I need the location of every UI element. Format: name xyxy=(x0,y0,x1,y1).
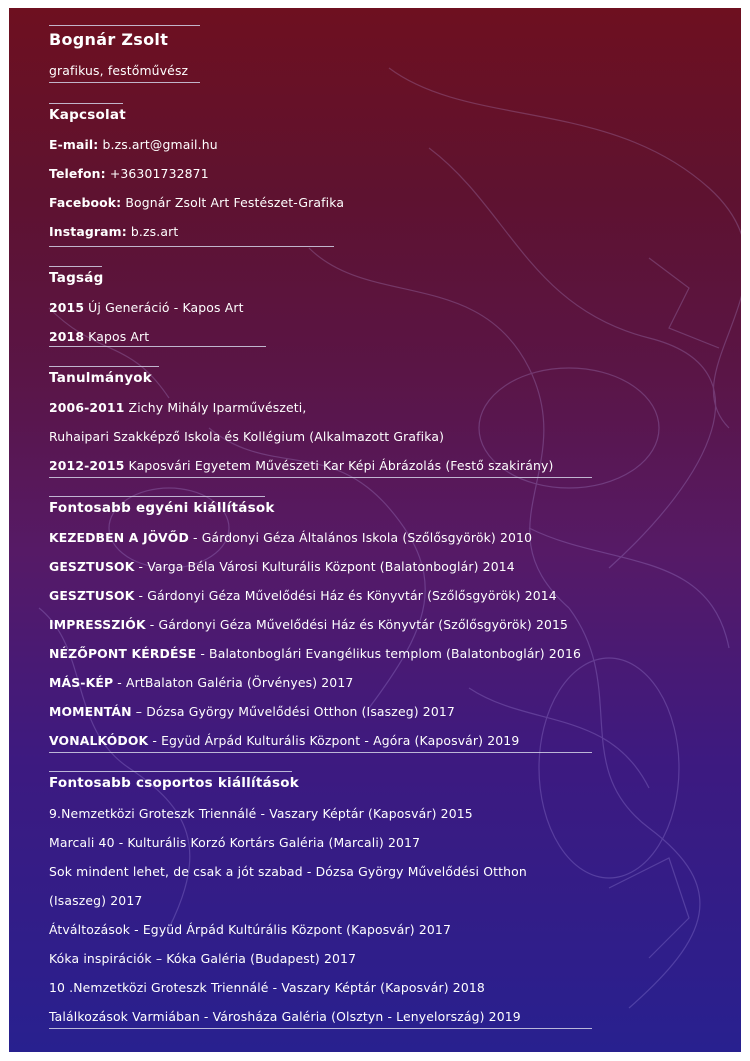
exhibition-title: MOMENTÁN xyxy=(49,704,132,719)
exhibition-venue: - Varga Béla Városi Kulturális Központ (Balatonboglár) 2014 xyxy=(134,559,515,574)
solo-exhibition-item xyxy=(49,559,515,574)
contact-phone-value[interactable]: +36301732871 xyxy=(105,166,209,181)
membership-text: Új Generáció - Kapos Art xyxy=(84,300,244,315)
divider xyxy=(49,477,592,478)
membership-item xyxy=(49,329,149,344)
exhibition-venue: - Balatonboglári Evangélikus templom (Balatonboglár) 2016 xyxy=(196,646,582,661)
solo-exhibition-item xyxy=(49,704,455,719)
studies-years: 2012-2015 xyxy=(49,458,125,473)
divider xyxy=(49,346,266,347)
group-exhibition-item: Marcali 40 - Kulturális Korzó Kortárs Galéria (Marcali) 2017 xyxy=(49,835,421,850)
exhibition-venue: - Együd Árpád Kulturális Központ - Agóra (Kaposvár) 2019 xyxy=(148,733,520,748)
contact-facebook xyxy=(49,195,344,210)
group-exhibition-item: Sok mindent lehet, de csak a jót szabad - Dózsa György Művelődési Otthon xyxy=(49,864,527,879)
studies-item xyxy=(49,400,306,415)
contact-email xyxy=(49,137,218,152)
divider xyxy=(49,752,592,753)
divider xyxy=(49,1028,592,1029)
exhibition-venue: - Gárdonyi Géza Művelődési Ház és Könyvtár (Szőlősgyörök) 2014 xyxy=(134,588,557,603)
exhibition-title: KEZEDBEN A JÖVŐD xyxy=(49,530,189,545)
divider xyxy=(49,246,334,247)
contact-email-label: E-mail: xyxy=(49,137,99,152)
artist-name: Bognár Zsolt xyxy=(49,30,169,49)
contact-phone-label: Telefon: xyxy=(49,166,106,181)
exhibition-title: GESZTUSOK xyxy=(49,588,135,603)
contact-instagram-label: Instagram: xyxy=(49,224,127,239)
section-title-contact: Kapcsolat xyxy=(49,107,126,123)
divider xyxy=(49,82,200,83)
solo-exhibition-item xyxy=(49,675,353,690)
solo-exhibition-item xyxy=(49,530,532,545)
studies-text: Zichy Mihály Iparművészeti, xyxy=(124,400,307,415)
divider xyxy=(49,103,123,104)
studies-item xyxy=(49,429,444,444)
divider xyxy=(49,266,102,267)
exhibition-title: MÁS-KÉP xyxy=(49,675,114,690)
artist-profession: grafikus, festőművész xyxy=(49,63,189,78)
section-title-solo-exhibitions: Fontosabb egyéni kiállítások xyxy=(49,500,275,516)
contact-email-value[interactable]: b.zs.art@gmail.hu xyxy=(98,137,218,152)
studies-years: 2006-2011 xyxy=(49,400,125,415)
group-exhibition-item: 9.Nemzetközi Groteszk Triennálé - Vaszary Képtár (Kaposvár) 2015 xyxy=(49,806,473,821)
studies-text: Kaposvári Egyetem Művészeti Kar Képi Ábrázolás (Festő szakirány) xyxy=(124,458,554,473)
group-exhibition-item: Átváltozások - Együd Árpád Kultúrális Központ (Kaposvár) 2017 xyxy=(49,922,451,937)
solo-exhibition-item xyxy=(49,617,568,632)
exhibition-venue: - Gárdonyi Géza Művelődési Ház és Könyvtár (Szőlősgyörök) 2015 xyxy=(145,617,569,632)
divider xyxy=(49,25,200,26)
membership-year: 2018 xyxy=(49,329,85,344)
exhibition-venue: - ArtBalaton Galéria (Örvényes) 2017 xyxy=(113,675,354,690)
divider xyxy=(49,496,265,497)
divider xyxy=(49,366,159,367)
exhibition-title: NÉZŐPONT KÉRDÉSE xyxy=(49,646,197,661)
exhibition-venue: – Dózsa György Művelődési Otthon (Isaszeg) 2017 xyxy=(131,704,455,719)
membership-year: 2015 xyxy=(49,300,85,315)
solo-exhibition-item xyxy=(49,588,557,603)
contact-facebook-label: Facebook: xyxy=(49,195,122,210)
contact-instagram-value[interactable]: b.zs.art xyxy=(126,224,179,239)
exhibition-title: VONALKÓDOK xyxy=(49,733,149,748)
group-exhibition-item: (Isaszeg) 2017 xyxy=(49,893,143,908)
exhibition-title: IMPRESSZIÓK xyxy=(49,617,146,632)
section-title-studies: Tanulmányok xyxy=(49,370,153,386)
solo-exhibition-item xyxy=(49,646,581,661)
contact-facebook-value[interactable]: Bognár Zsolt Art Festészet-Grafika xyxy=(121,195,345,210)
studies-text: Ruhaipari Szakképző Iskola és Kollégium (Alkalmazott Grafika) xyxy=(49,429,445,444)
exhibition-venue: - Gárdonyi Géza Általános Iskola (Szőlősgyörök) 2010 xyxy=(188,530,533,545)
studies-item xyxy=(49,458,554,473)
membership-text: Kapos Art xyxy=(84,329,150,344)
exhibition-title: GESZTUSOK xyxy=(49,559,135,574)
solo-exhibition-item xyxy=(49,733,519,748)
group-exhibition-item: Találkozások Varmiában - Városháza Galéria (Olsztyn - Lenyelország) 2019 xyxy=(49,1009,521,1024)
divider xyxy=(49,771,292,772)
membership-item xyxy=(49,300,244,315)
section-title-membership: Tagság xyxy=(49,270,104,286)
group-exhibition-item: 10 .Nemzetközi Groteszk Triennálé - Vaszary Képtár (Kaposvár) 2018 xyxy=(49,980,485,995)
contact-phone xyxy=(49,166,209,181)
contact-instagram xyxy=(49,224,178,239)
cv-page xyxy=(9,8,741,1052)
section-title-group-exhibitions: Fontosabb csoportos kiállítások xyxy=(49,775,300,791)
group-exhibition-item: Kóka inspirációk – Kóka Galéria (Budapest) 2017 xyxy=(49,951,357,966)
